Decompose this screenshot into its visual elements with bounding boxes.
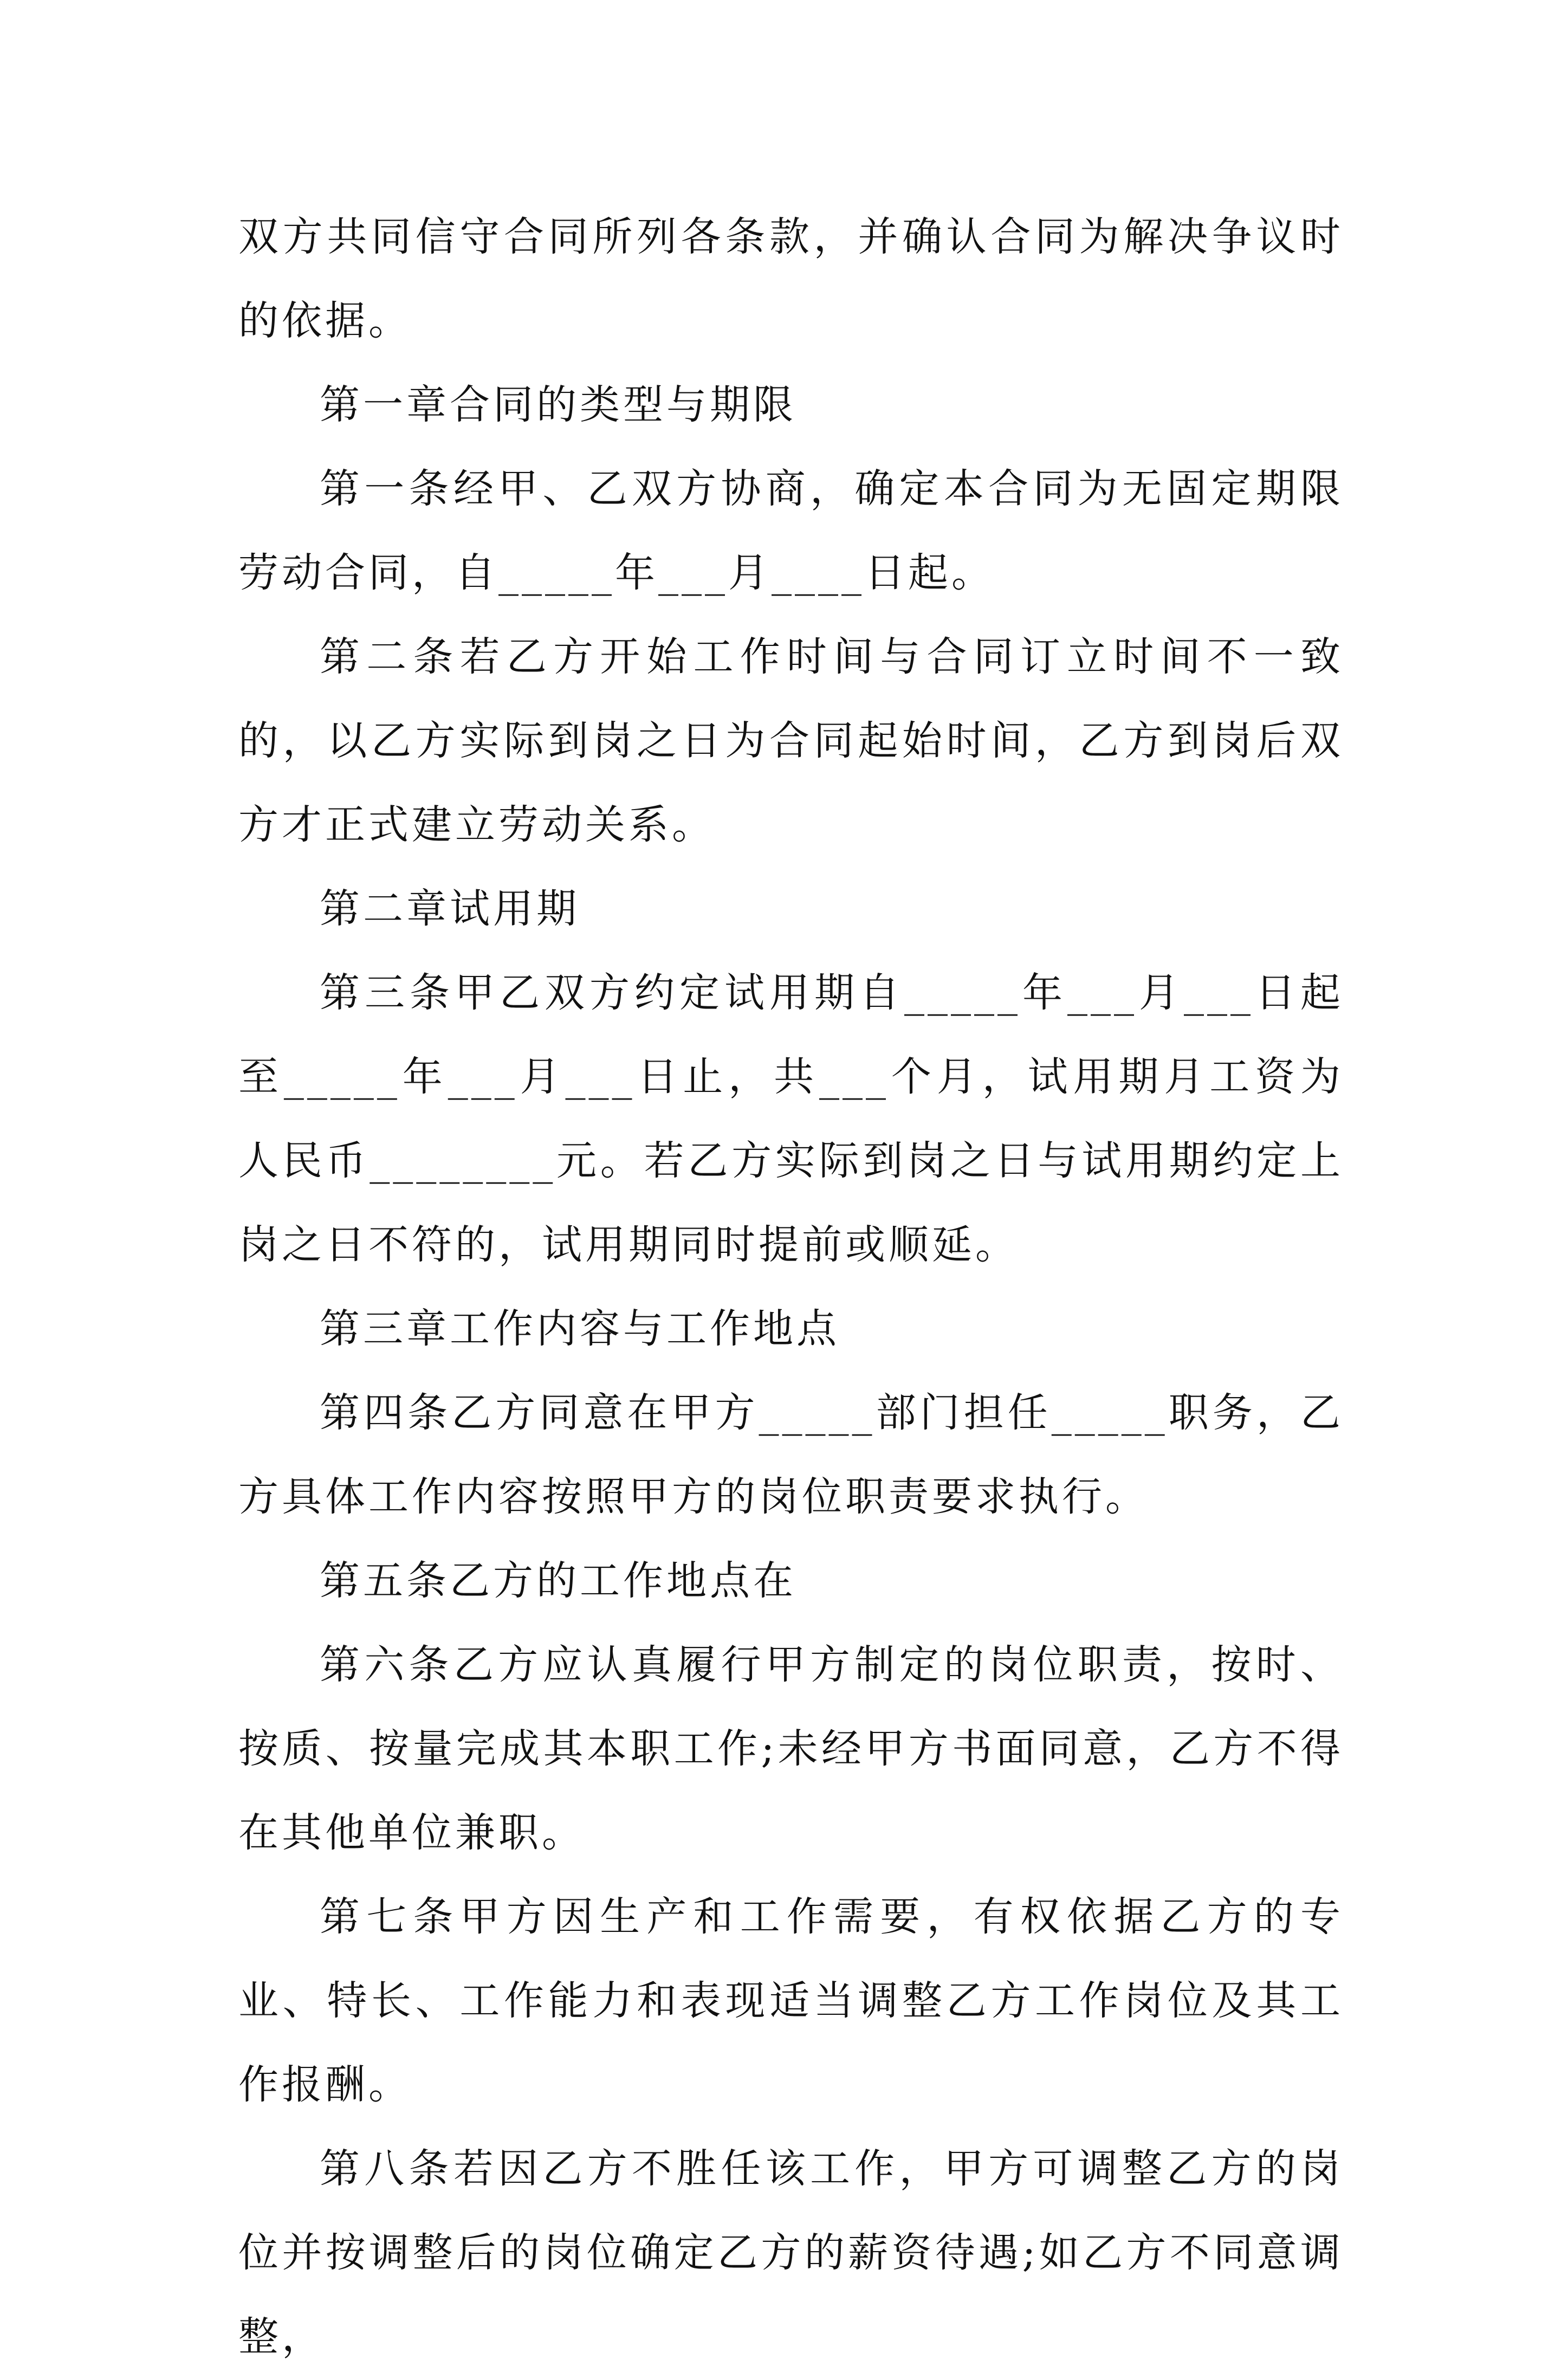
article-8: 第八条若因乙方不胜任该工作，甲方可调整乙方的岗位并按调整后的岗位确定乙方的薪资待遇;如乙方不同意调整， xyxy=(238,2145,1344,2360)
article-6: 第六条乙方应认真履行甲方制定的岗位职责，按时、按质、按量完成其本职工作;未经甲方书面同意，乙方不得在其他单位兼职。 xyxy=(238,1641,1344,1856)
paragraph-intro: 双方共同信守合同所列各条款，并确认合同为解决争议时的依据。 xyxy=(238,214,1344,344)
article-5: 第五条乙方的工作地点在 xyxy=(320,1557,796,1604)
article-1: 第一条经甲、乙双方协商，确定本合同为无固定期限劳动合同，自_____年___月____日起。 xyxy=(238,466,1344,596)
chapter-1-heading: 第一章合同的类型与期限 xyxy=(320,382,796,428)
article-7: 第七条甲方因生产和工作需要，有权依据乙方的专业、特长、工作能力和表现适当调整乙方工作岗位及其工作报酬。 xyxy=(238,1893,1344,2108)
article-3: 第三条甲乙双方约定试用期自_____年___月___日起至_____年___月___日止，共___个月，试用期月工资为人民币________元。若乙方实际到岗之日与试用期约定上岗之日不符的，试用期同时提前或顺延。 xyxy=(238,969,1344,1268)
document-body xyxy=(238,195,1344,2379)
chapter-3-heading: 第三章工作内容与工作地点 xyxy=(320,1305,840,1352)
article-4: 第四条乙方同意在甲方_____部门担任_____职务，乙方具体工作内容按照甲方的岗位职责要求执行。 xyxy=(238,1389,1344,1520)
article-2: 第二条若乙方开始工作时间与合同订立时间不一致的，以乙方实际到岗之日为合同起始时间，乙方到岗后双方才正式建立劳动关系。 xyxy=(238,633,1344,848)
chapter-2-heading: 第二章试用期 xyxy=(320,885,580,932)
